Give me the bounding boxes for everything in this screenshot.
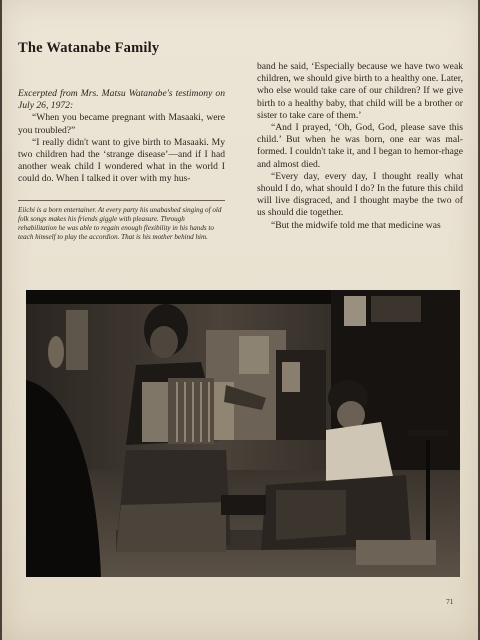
- article-title: The Watanabe Family: [18, 40, 160, 56]
- book-page: [2, 0, 478, 640]
- left-paragraph: “When you became pregnant with Masaaki, were you troubled?”: [18, 112, 225, 136]
- right-paragraph: “And I prayed, ‘Oh, God, God, please save this child.’ But when he was born, one ear was mal-formed. I couldn't take it, and I began to hemor-rhage and almost died.: [257, 122, 463, 170]
- page-number: 71: [446, 597, 454, 606]
- right-paragraph: “But the midwife told me that medicine was: [271, 219, 441, 231]
- photo-caption: Eiichi is a born entertainer. At every party his unabashed singing of old folk songs makes his friends giggle with pleasure. Through rehabilitation he was able to regain enough flexibility in his hands to teach himself to play the accordion. That is his mother behind him.: [18, 206, 222, 241]
- left-paragraph: “I really didn't want to give birth to Masaaki. My two children had the ‘strange disease’—and if I had another weak child I wondered what in the world I could do. When I talked it over with my hus-: [18, 136, 225, 185]
- accordion-photo-illustration: [26, 290, 460, 577]
- caption-divider: [18, 200, 225, 201]
- left-column: [18, 88, 225, 186]
- right-paragraph: “Every day, every day, I thought really what should I do, what should I do? In the future this child will live disgraced, and I thought maybe the two of us should die together.: [257, 170, 463, 219]
- intro-line: Excerpted from Mrs. Matsu Watanabe's testimony on July 26, 1972:: [18, 88, 225, 112]
- photograph: [26, 290, 460, 577]
- right-paragraph: band he said, ‘Especially because we have two weak children, we should give birth to a healthy one. Later, who else would take care of our children? If we give birth to a healthy baby, that child will be a brother or sister to take care of them.’: [257, 61, 463, 121]
- right-column: [257, 61, 463, 232]
